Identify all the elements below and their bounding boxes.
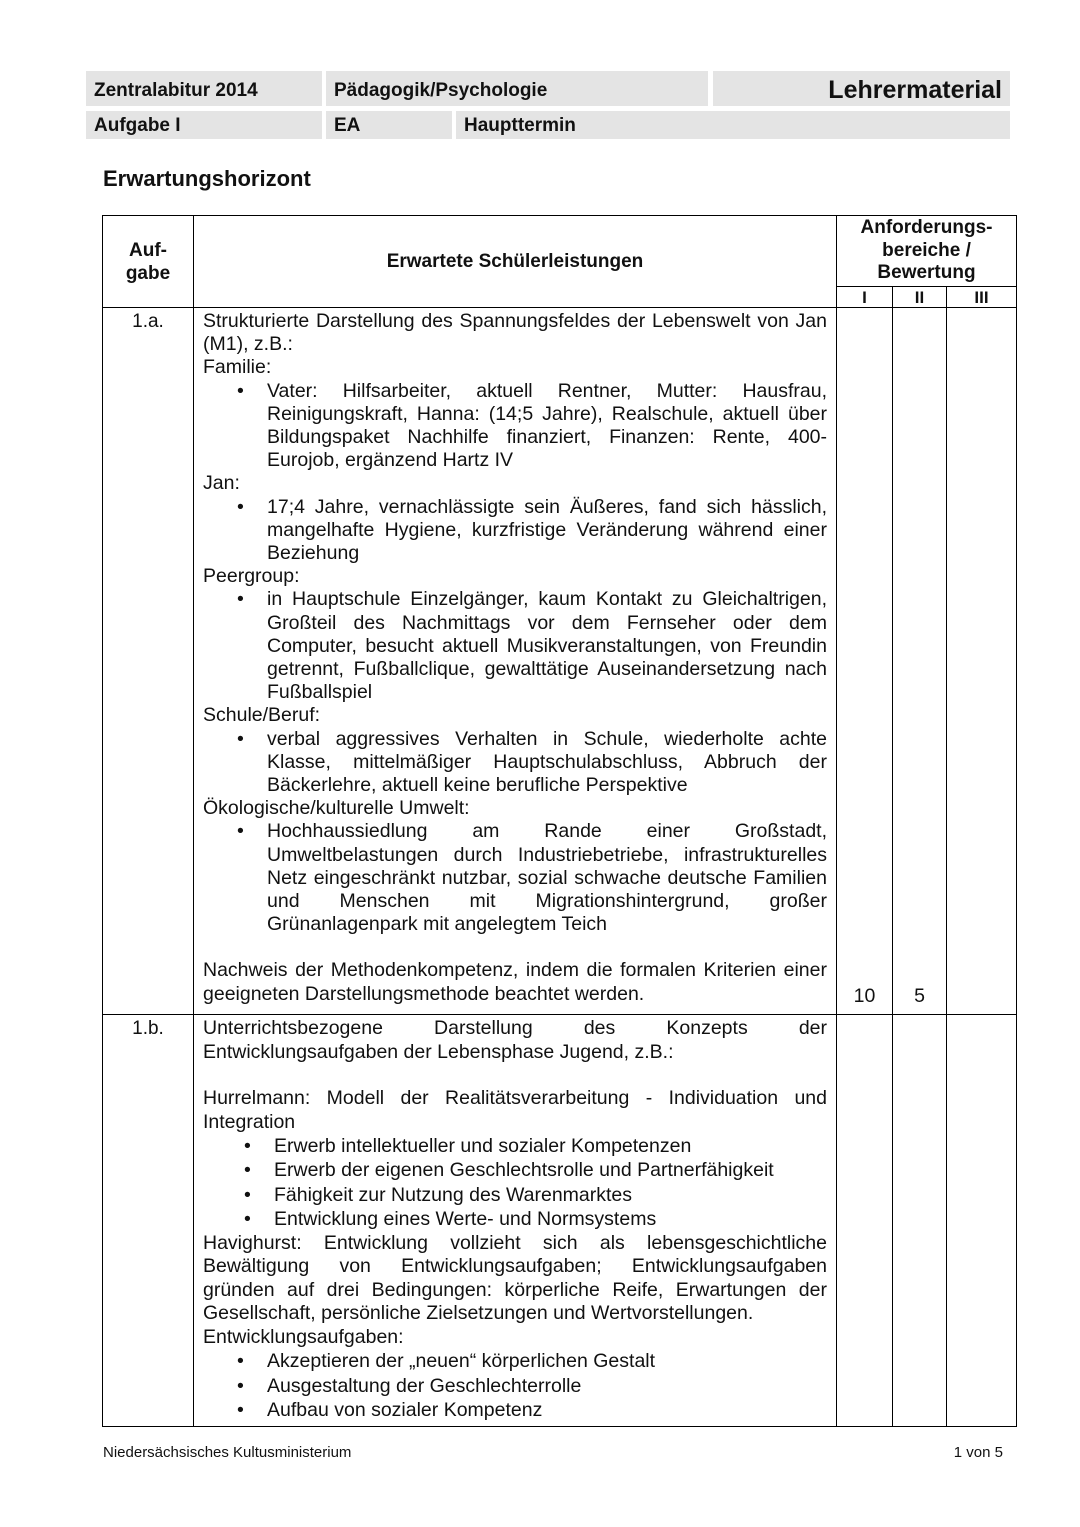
column-header-task-line1: Auf- bbox=[129, 239, 167, 261]
column-header-I: I bbox=[837, 287, 893, 308]
header-task: Aufgabe I bbox=[86, 111, 322, 139]
section-familie: Familie: bbox=[203, 356, 272, 379]
column-header-task-line2: gabe bbox=[125, 262, 171, 284]
score-1b-I bbox=[837, 1015, 893, 1427]
havighurst: Havighurst: Entwicklung vollzieht sich als lebensgeschichtliche Bewältigung von Entwicklungsaufgaben; Entwicklungsaufgaben gründen auf drei Bedingungen: körperliche Reife, Erwartungen der Gesellschaft, persönliche Zielsetzungen und Wertvorstellungen. bbox=[203, 1231, 827, 1325]
tasks-head: Entwicklungsaufgaben: bbox=[203, 1325, 404, 1348]
table-header-row bbox=[103, 216, 1017, 287]
list-item: • Fähigkeit zur Nutzung des Warenmarktes bbox=[274, 1183, 827, 1207]
header-term: Haupttermin bbox=[456, 111, 1010, 139]
column-header-task bbox=[103, 216, 194, 308]
header-subject: Pädagogik/Psychologie bbox=[326, 71, 708, 106]
intro-1a: Strukturierte Darstellung des Spannungsfeldes der Lebenswelt von Jan (M1), z.B.: bbox=[203, 310, 827, 356]
column-header-expected: Erwartete Schülerleistungen bbox=[194, 216, 837, 308]
footer-ministry: Niedersächsisches Kultusministerium bbox=[103, 1444, 352, 1461]
task-label-1a: 1.a. bbox=[103, 308, 194, 1015]
page-title: Erwartungshorizont bbox=[103, 166, 311, 191]
column-header-req-line1: Anforderungs- bbox=[860, 217, 993, 239]
score-1a-I: 10 bbox=[837, 308, 893, 1015]
header-exam: Zentralabitur 2014 bbox=[86, 71, 322, 106]
hurrelmann: Hurrelmann: Modell der Realitätsverarbeitung - Individuation und Integration bbox=[203, 1087, 827, 1133]
methode-1a: Nachweis der Methodenkompetenz, indem die formalen Kriterien einer geeigneten Darstellungsmethode beachtet werden. bbox=[203, 959, 827, 1005]
list-item-peergroup: • in Hauptschule Einzelgänger, kaum Kontakt zu Gleichaltrigen, Großteil des Nachmittags vor dem Fernseher oder dem Computer, besucht aktuell Musikveranstaltungen, von Freundin getrennt, Fußballclique, gewalttätige Auseinandersetzung nach Fußballspiel bbox=[267, 588, 827, 704]
header-level: EA bbox=[326, 111, 452, 139]
column-header-req-line2: bereiche / bbox=[882, 239, 971, 261]
table-row-1a bbox=[103, 308, 1017, 1015]
expectation-table bbox=[102, 215, 1017, 1427]
section-jan: Jan: bbox=[203, 472, 240, 495]
intro-1b: Unterrichtsbezogene Darstellung des Konzepts der Entwicklungsaufgaben der Lebensphase Jugend, z.B.: bbox=[203, 1017, 827, 1063]
list-item-jan: • 17;4 Jahre, vernachlässigte sein Äußeres, fand sich hässlich, mangelhafte Hygiene, kurzfristige Veränderung während einer Beziehung bbox=[267, 496, 827, 566]
section-peergroup: Peergroup: bbox=[203, 565, 300, 588]
list-item: • Erwerb intellektueller und sozialer Kompetenzen bbox=[274, 1134, 827, 1158]
list-item-familie: • Vater: Hilfsarbeiter, aktuell Rentner, Mutter: Hausfrau, Reinigungskraft, Hanna: (14;5 Jahre), Realschule, aktuell über Bildungspaket Nachhilfe finanziert, Finanzen: Rente, 400-Eurojob, ergänzend Hartz IV bbox=[267, 380, 827, 473]
content-1a bbox=[194, 308, 837, 1015]
list-item: • Ausgestaltung der Geschlechterrolle bbox=[267, 1374, 827, 1398]
table-row-1b bbox=[103, 1015, 1017, 1427]
list-item: • Aufbau von sozialer Kompetenz bbox=[267, 1398, 827, 1422]
content-1b bbox=[194, 1015, 837, 1427]
column-header-requirements bbox=[837, 216, 1017, 287]
footer-page-number: 1 von 5 bbox=[953, 1444, 1003, 1461]
score-1a-II: 5 bbox=[893, 308, 947, 1015]
section-umwelt: Ökologische/kulturelle Umwelt: bbox=[203, 797, 470, 820]
column-header-req-line3: Bewertung bbox=[877, 262, 976, 284]
list-item-umwelt: • Hochhaussiedlung am Rande einer Großstadt, Umweltbelastungen durch Industriebetriebe, infrastrukturelles Netz eingeschränkt nutzbar, sozial schwache deutsche Familien und Menschen mit Migrationshintergrund, großer Grünanlagenpark mit angelegtem Teich bbox=[267, 820, 827, 936]
task-label-1b: 1.b. bbox=[103, 1015, 194, 1427]
score-1b-III bbox=[947, 1015, 1017, 1427]
list-item-schule: • verbal aggressives Verhalten in Schule, wiederholte achte Klasse, mittelmäßiger Hauptschulabschluss, Abbruch der Bäckerlehre, aktuell keine berufliche Perspektive bbox=[267, 728, 827, 798]
column-header-II: II bbox=[893, 287, 947, 308]
list-item: • Entwicklung eines Werte- und Normsystems bbox=[274, 1207, 827, 1231]
column-header-III: III bbox=[947, 287, 1017, 308]
list-item: • Akzeptieren der „neuen“ körperlichen Gestalt bbox=[267, 1349, 827, 1373]
header-material: Lehrermaterial bbox=[713, 71, 1010, 106]
score-1b-II bbox=[893, 1015, 947, 1427]
list-item: • Erwerb der eigenen Geschlechtsrolle und Partnerfähigkeit bbox=[274, 1158, 827, 1182]
section-schule: Schule/Beruf: bbox=[203, 704, 321, 727]
score-1a-III bbox=[947, 308, 1017, 1015]
